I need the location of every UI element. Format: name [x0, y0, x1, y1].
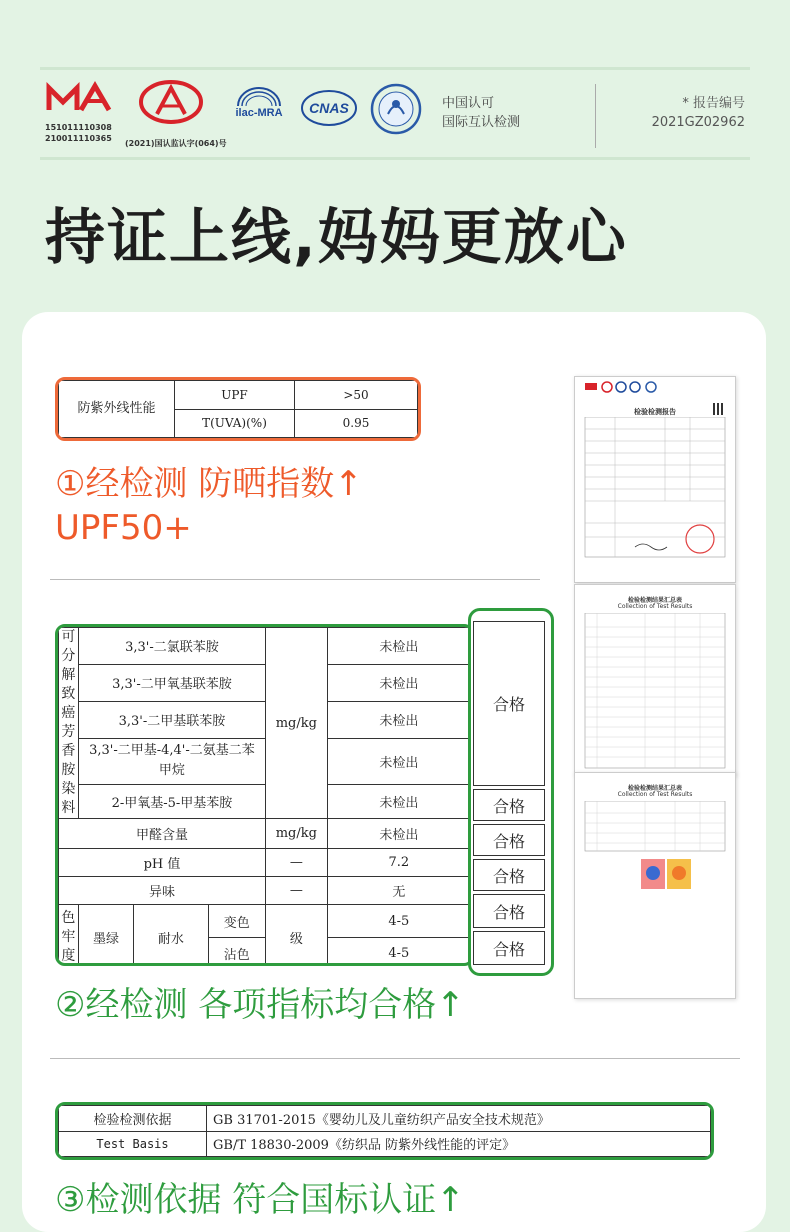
- caption-uv-line2: UPF50+: [55, 508, 192, 548]
- verdict-amines: 合格: [473, 621, 545, 786]
- uv-protection-table: [55, 377, 421, 441]
- header-separator: [595, 84, 596, 148]
- cert-line-2: 国际互认检测: [442, 115, 521, 130]
- colorfast-item-2: 沾色: [208, 938, 266, 967]
- caption-uv: [55, 462, 363, 550]
- report-number: 2021GZ02962: [651, 115, 745, 130]
- certification-logos: [45, 80, 755, 160]
- odor-result: 无: [327, 877, 470, 905]
- colorfast-color: 墨绿: [78, 905, 133, 967]
- basis-label-cn: 检验检测依据: [59, 1106, 207, 1132]
- results-doc-2-grid: [575, 801, 735, 921]
- verdict-colorfast-2: 合格: [473, 931, 545, 965]
- amine-row-3: 3,3'-二甲基联苯胺: [78, 702, 265, 739]
- report-doc-grid: [575, 417, 735, 577]
- uv-label: 防紫外线性能: [59, 381, 175, 438]
- verdict-odor: 合格: [473, 859, 545, 891]
- uv-item-uva: T(UVA)(%): [175, 409, 295, 438]
- formaldehyde-item: 甲醛含量: [59, 819, 266, 849]
- verdict-ph: 合格: [473, 824, 545, 856]
- report-number-block: [652, 94, 745, 132]
- cma-logo: [45, 80, 117, 150]
- colorfast-unit: 级: [266, 905, 328, 967]
- uv-value-uva: 0.95: [295, 409, 418, 438]
- test-results-table: [55, 624, 474, 966]
- cma-code-1: 151011110308: [45, 123, 112, 132]
- ph-item: pH 值: [59, 849, 266, 877]
- results-doc-2-title-en: Collection of Test Results: [617, 791, 693, 798]
- results-doc-1-title-en: Collection of Test Results: [617, 603, 693, 610]
- colorfast-type: 耐水: [134, 905, 208, 967]
- verdict-colorfast-1: 合格: [473, 894, 545, 928]
- ilac-mra-text: ilac-MRA: [235, 107, 283, 119]
- uv-value-upf: >50: [295, 381, 418, 410]
- report-document-thumbnail: [574, 376, 736, 583]
- amine-result-1: 未检出: [327, 628, 470, 665]
- amine-unit: mg/kg: [266, 628, 328, 819]
- section-divider-2: [50, 1058, 740, 1059]
- ph-result: 7.2: [327, 849, 470, 877]
- colorfast-label: 色牢度: [59, 905, 79, 967]
- odor-unit: —: [266, 877, 328, 905]
- basis-standard-2: GB/T 18830-2009《纺织品 防紫外线性能的评定》: [207, 1131, 711, 1157]
- colorfast-result-1: 4-5: [327, 905, 470, 938]
- report-label: * 报告编号: [682, 96, 745, 111]
- caption-uv-line1: ①经检测 防晒指数↑: [55, 464, 363, 504]
- cnas-logo: [300, 88, 358, 128]
- cal-logo: [125, 80, 235, 150]
- basis-label-en: Test Basis: [59, 1131, 207, 1157]
- page-headline: 持证上线,妈妈更放心: [45, 203, 628, 273]
- nzsgy-logo: [369, 82, 425, 136]
- cnas-text: CNAS: [309, 100, 349, 116]
- results-document-thumbnail-2: [574, 772, 736, 999]
- caption-results: ②经检测 各项指标均合格↑: [55, 985, 465, 1025]
- amine-result-5: 未检出: [327, 784, 470, 818]
- amine-row-1: 3,3'-二氯联苯胺: [78, 628, 265, 665]
- top-divider: [40, 67, 750, 70]
- amine-row-4: 3,3'-二甲基-4,4'-二氨基二苯甲烷: [78, 738, 265, 784]
- amine-result-3: 未检出: [327, 702, 470, 739]
- formaldehyde-result: 未检出: [327, 819, 470, 849]
- cal-code: (2021)国认监认字(064)号: [125, 139, 227, 148]
- amine-result-2: 未检出: [327, 664, 470, 702]
- cert-line-1: 中国认可: [442, 96, 495, 111]
- results-doc-1-grid: [575, 613, 735, 773]
- results-doc-1-title: 检验检测结果汇总表: [627, 597, 682, 604]
- colorfast-item-1: 变色: [208, 905, 266, 938]
- formaldehyde-unit: mg/kg: [266, 819, 328, 849]
- section-divider-1: [50, 579, 540, 580]
- ilac-mra-logo: [230, 86, 288, 126]
- uv-item-upf: UPF: [175, 381, 295, 410]
- report-doc-title: 检验检测报告: [634, 408, 676, 416]
- test-basis-table: [55, 1102, 714, 1160]
- colorfast-result-2: 4-5: [327, 938, 470, 967]
- verdict-formaldehyde: 合格: [473, 789, 545, 821]
- amine-result-4: 未检出: [327, 738, 470, 784]
- amine-row-5: 2-甲氧基-5-甲基苯胺: [78, 784, 265, 818]
- amine-row-2: 3,3'-二甲氧基联苯胺: [78, 664, 265, 702]
- caption-basis: ③检测依据 符合国标认证↑: [55, 1180, 465, 1220]
- verdict-column: [468, 608, 554, 976]
- report-doc-qr-icon: [713, 403, 725, 415]
- ph-unit: —: [266, 849, 328, 877]
- certification-text: [442, 94, 520, 132]
- cma-code-2: 210011110365: [45, 134, 112, 143]
- results-document-thumbnail-1: [574, 584, 736, 776]
- report-doc-stamp: [686, 525, 714, 553]
- basis-standard-1: GB 31701-2015《婴幼儿及儿童纺织产品安全技术规范》: [207, 1106, 711, 1132]
- odor-item: 异味: [59, 877, 266, 905]
- report-doc-logos: [575, 377, 735, 397]
- results-doc-2-title: 检验检测结果汇总表: [627, 785, 682, 792]
- amine-group-label: 可分解致癌芳香胺染料: [59, 628, 79, 819]
- report-doc-signature: [635, 544, 667, 550]
